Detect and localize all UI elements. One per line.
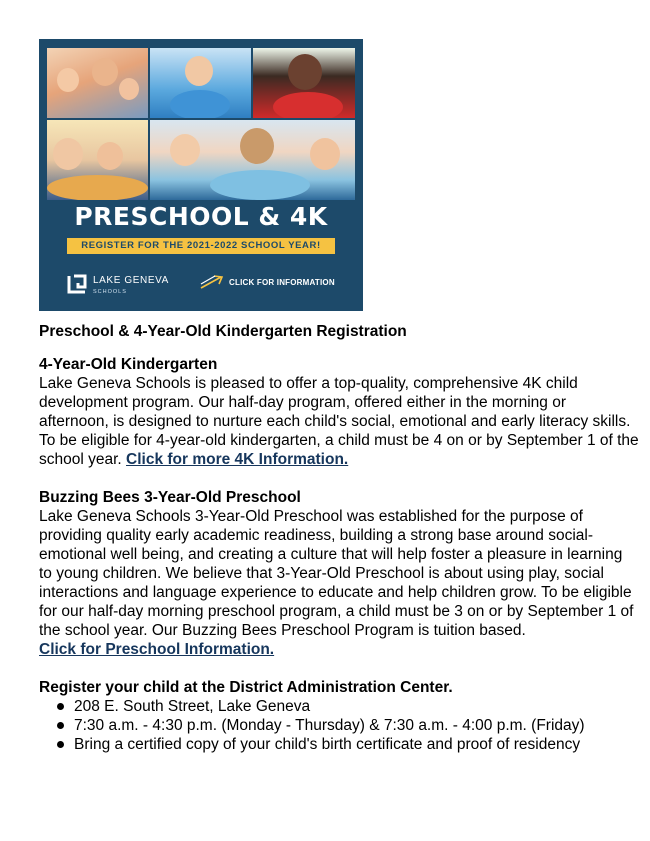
register-list — [39, 697, 639, 754]
preschool-info-link[interactable]: Click for Preschool Information. — [39, 641, 275, 658]
bullet-icon — [57, 703, 64, 710]
logo-name: LAKE GENEVA — [93, 275, 169, 286]
photo-toddlers-at-table — [47, 120, 148, 200]
main-content — [39, 322, 639, 754]
list-item: 7:30 a.m. - 4:30 p.m. (Monday - Thursday) & 7:30 a.m. - 4:00 p.m. (Friday) — [74, 716, 639, 735]
lake-geneva-logo-icon — [67, 274, 87, 294]
register-year-bar: REGISTER FOR THE 2021-2022 SCHOOL YEAR! — [67, 238, 335, 254]
preschool-banner[interactable] — [39, 39, 363, 311]
arrow-icon — [199, 274, 227, 290]
photo-children-clapping — [47, 48, 148, 118]
bullet-icon — [57, 741, 64, 748]
register-heading: Register your child at the District Administration Center. — [39, 679, 453, 696]
photo-teacher-with-children — [150, 120, 355, 200]
bullet-icon — [57, 722, 64, 729]
kindergarten-body: Lake Geneva Schools is pleased to offer a top-quality, comprehensive 4K child development program. Our half-day program, offered either in the morning or afternoon, is designed to nurture each child's social, emotional and early literacy skills. To be eligible for 4-year-old kindergarten, a child must be 4 on or by September 1 of the school year. Click for more 4K Information. — [39, 375, 639, 468]
preschool-body: Lake Geneva Schools 3-Year-Old Preschool was established for the purpose of providing quality early academic readiness, building a strong base around social-emotional well being, and creating a culture that will help foster a pleasure in learning to young children. We believe that 3-Year-Old Preschool is about using play, social interactions and language experience to educate and help children grow. To be eligible for our half-day morning preschool program, a child must be 3 on or by September 1 of the school year. Our Buzzing Bees Preschool Program is tuition based. Click for Preschool Information. — [39, 508, 634, 658]
kindergarten-heading: 4-Year-Old Kindergarten — [39, 356, 218, 373]
list-item: Bring a certified copy of your child's birth certificate and proof of residency — [74, 735, 639, 754]
click-for-information[interactable]: CLICK FOR INFORMATION — [229, 278, 335, 287]
banner-title: PRESCHOOL & 4K — [74, 202, 328, 231]
list-item: 208 E. South Street, Lake Geneva — [74, 697, 639, 716]
page-title: Preschool & 4-Year-Old Kindergarten Registration — [39, 323, 407, 340]
kindergarten-info-link[interactable]: Click for more 4K Information. — [126, 451, 349, 468]
photo-girl-smiling — [253, 48, 355, 118]
preschool-heading: Buzzing Bees 3-Year-Old Preschool — [39, 489, 301, 506]
logo-sub: SCHOOLS — [93, 289, 127, 295]
photo-boy-painting — [150, 48, 251, 118]
